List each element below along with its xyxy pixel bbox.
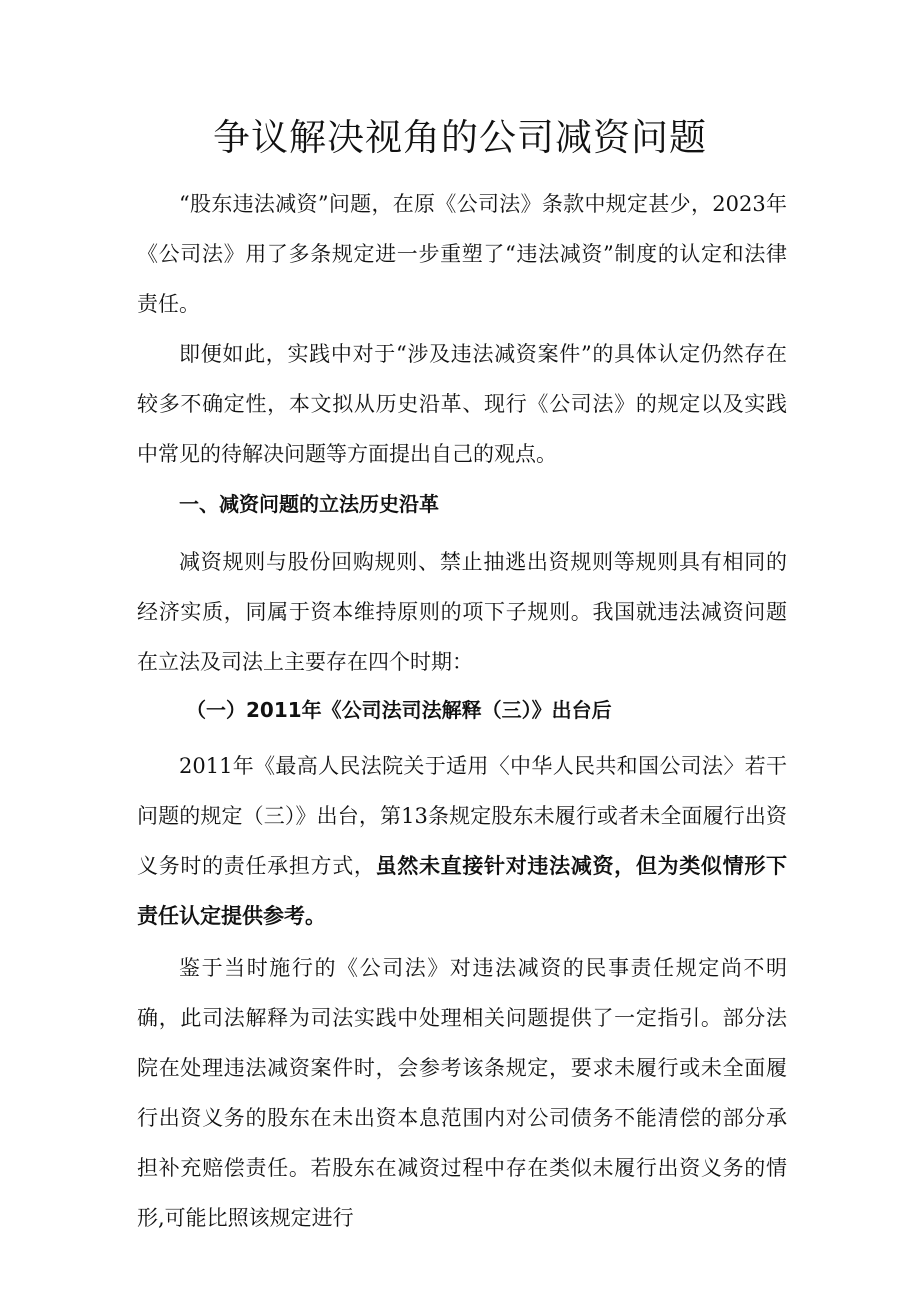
- subsection-1-paragraph-1: [137, 741, 787, 941]
- subsection-1-paragraph-2: 鉴于当时施行的《公司法》对违法减资的民事责任规定尚不明确，此司法解释为司法实践中处理相关问题提供了一定指引。部分法院在处理违法减资案件时，会参考该条规定，要求未履行或未全面履行出资义务的股东在未出资本息范围内对公司债务不能清偿的部分承担补充赔偿责任。若股东在减资过程中存在类似未履行出资义务的情形,可能比照该规定进行: [137, 956, 787, 1230]
- document-title: 争议解决视角的公司减资问题: [213, 116, 707, 159]
- subsection-1-paragraph-1-emphasis: 虽然未直接针对违法减资，但为类似情形下责任认定提供参考。: [137, 854, 788, 928]
- section-1-paragraph: 减资规则与股份回购规则、禁止抽逃出资规则等规则具有相同的经济实质，同属于资本维持原则的项下子规则。我国就违法减资问题在立法及司法上主要存在四个时期：: [137, 550, 787, 674]
- intro-paragraph-2: 即便如此，实践中对于“涉及违法减资案件”的具体认定仍然存在较多不确定性，本文拟从历史沿革、现行《公司法》的规定以及实践中常见的待解决问题等方面提出自己的观点。: [137, 342, 787, 466]
- section-1-heading: 一、减资问题的立法历史沿革: [179, 492, 439, 516]
- subsection-1-heading: （一）2011年《公司法司法解释（三）》出台后: [186, 698, 612, 722]
- intro-paragraph-1: “股东违法减资”问题，在原《公司法》条款中规定甚少，2023年《公司法》用了多条规定进一步重塑了“违法减资”制度的认定和法律责任。: [137, 192, 787, 316]
- subsection-1-paragraph-1-text: 2011年《最高人民法院关于适用〈中华人民共和国公司法〉若干问题的规定（三）》出台，第13条规定股东未履行或者未全面履行出资义务时的责任承担方式，: [137, 754, 787, 878]
